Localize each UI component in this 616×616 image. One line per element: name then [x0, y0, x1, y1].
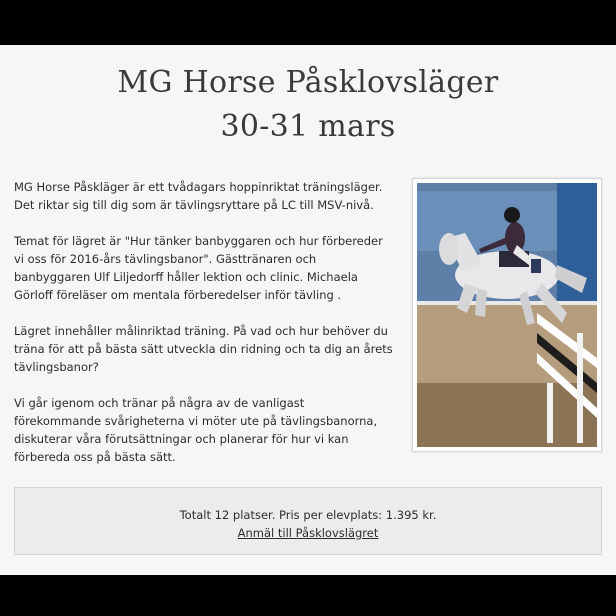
intro-paragraph-1: MG Horse Påskläger är ett tvådagars hoppinriktat träningsläger. Det riktar sig till dig som är tävlingsryttare på LC till MSV-nivå.	[14, 180, 383, 212]
intro-paragraph-4: Vi går igenom och tränar på några av de vanligast förekommande svårigheterna vi möter ute på tävlingsbanorna, diskuterar våra förutsättningar och planerar för hur vi kan förbereda oss på bästa sätt.	[14, 396, 378, 464]
title-line-2: 30-31 mars	[220, 109, 396, 144]
places-price-text: Totalt 12 platser. Pris per elevplats: 1.395 kr.	[179, 508, 437, 522]
horse-jumping-illustration	[417, 183, 597, 447]
page	[0, 45, 616, 575]
signup-link[interactable]: Anmäl till Påsklovslägret	[237, 526, 379, 540]
intro-paragraph-3: Lägret innehåller målinriktad träning. På vad och hur behöver du träna för att på bästa sätt utveckla din ridning och ta dig an årets tävlingsbanor?	[14, 324, 393, 374]
intro-paragraph-2: Temat för lägret är "Hur tänker banbyggaren och hur förbereder vi oss för 2016-års tävlingsbanor". Gästtränaren och banbyggaren Ulf Liljedorff håller lektion och clinic. Michaela Görloff föreläser om mentala förberedelser inför tävling .	[14, 234, 383, 302]
info-box	[14, 487, 602, 555]
title-line-1: MG Horse Påsklovsläger	[117, 65, 499, 100]
intro-text	[14, 178, 394, 484]
page-title	[0, 61, 616, 149]
horse-jumping-photo	[412, 178, 602, 452]
